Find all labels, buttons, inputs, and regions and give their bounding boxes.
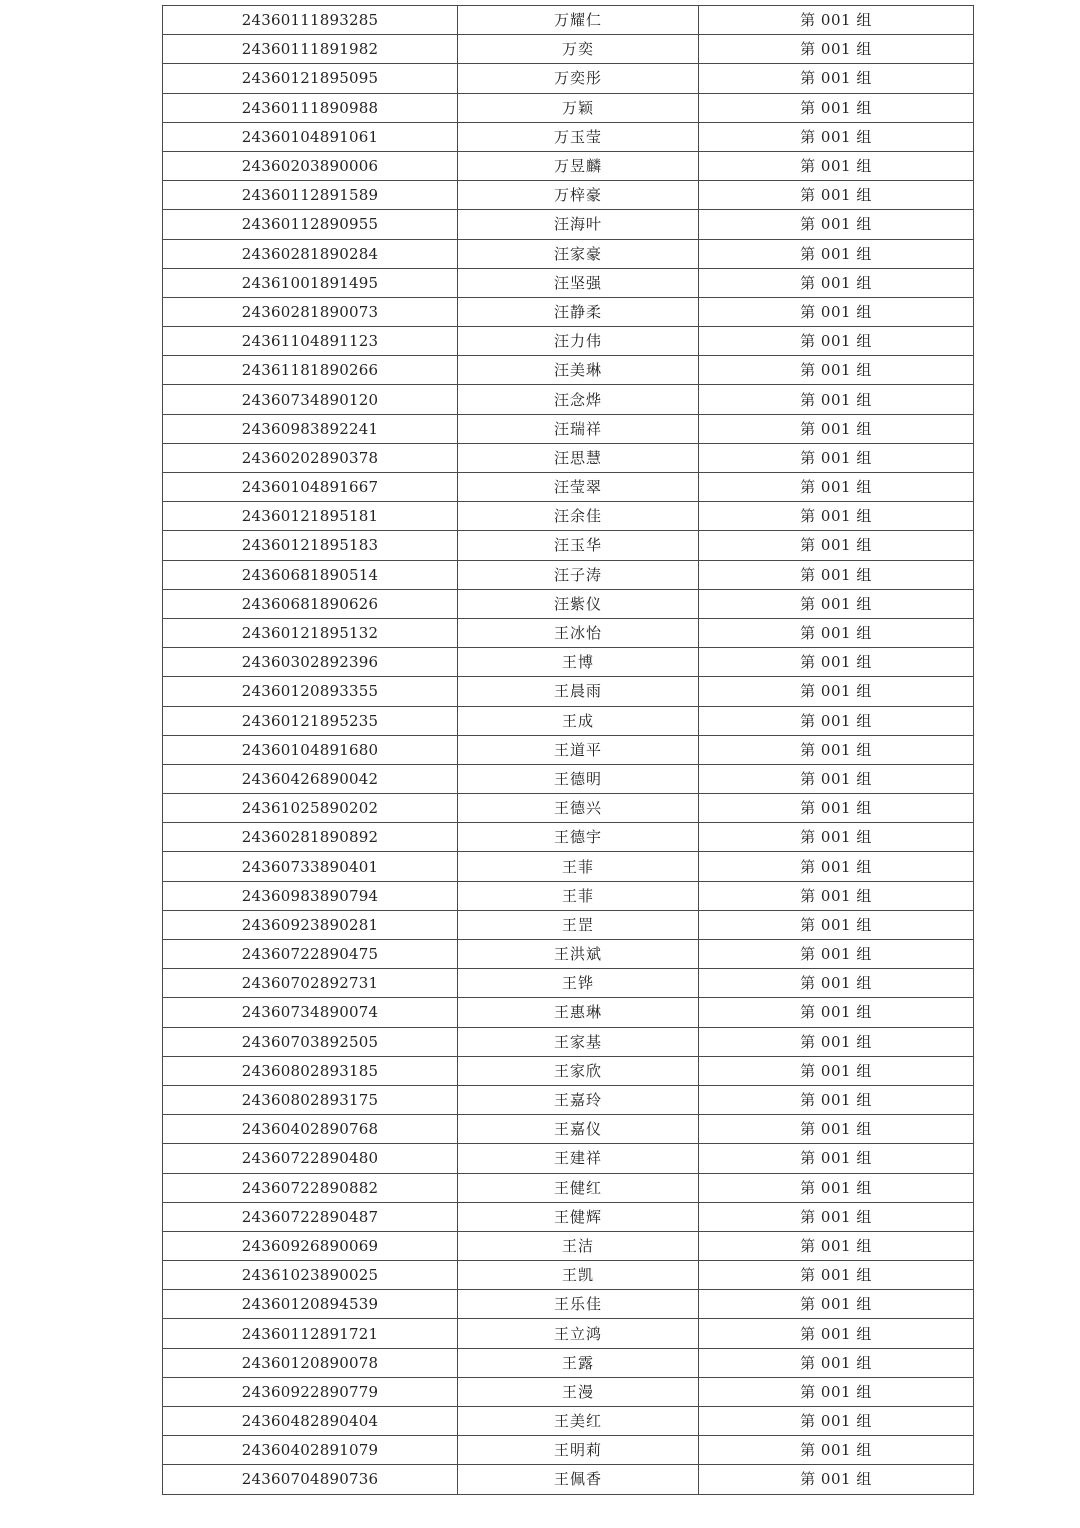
table-row (163, 1377, 974, 1406)
table-row (163, 356, 974, 385)
table-row (163, 268, 974, 297)
candidate-name-cell: 王洁 (458, 1231, 699, 1260)
group-cell: 第 001 组 (699, 1436, 974, 1465)
candidate-id-cell: 24360923890281 (163, 910, 458, 939)
table-row (163, 210, 974, 239)
group-cell: 第 001 组 (699, 940, 974, 969)
table-row (163, 910, 974, 939)
candidate-id-cell: 24360802893175 (163, 1085, 458, 1114)
candidate-name-cell: 汪莹翠 (458, 473, 699, 502)
table-row (163, 823, 974, 852)
group-cell: 第 001 组 (699, 852, 974, 881)
table-row (163, 531, 974, 560)
candidate-id-cell: 24360112891589 (163, 181, 458, 210)
group-cell: 第 001 组 (699, 648, 974, 677)
group-cell: 第 001 组 (699, 1261, 974, 1290)
table-row (163, 764, 974, 793)
candidate-name-cell: 汪子涛 (458, 560, 699, 589)
candidate-id-cell: 24361023890025 (163, 1261, 458, 1290)
group-cell: 第 001 组 (699, 706, 974, 735)
table-row (163, 677, 974, 706)
table-row (163, 297, 974, 326)
table-row (163, 1056, 974, 1085)
candidate-id-cell: 24360983890794 (163, 881, 458, 910)
candidate-id-cell: 24360104891061 (163, 122, 458, 151)
roster-table-body (163, 6, 974, 1495)
candidate-name-cell: 汪海叶 (458, 210, 699, 239)
table-row (163, 1348, 974, 1377)
group-cell: 第 001 组 (699, 327, 974, 356)
group-cell: 第 001 组 (699, 473, 974, 502)
candidate-id-cell: 24360681890626 (163, 589, 458, 618)
group-cell: 第 001 组 (699, 910, 974, 939)
candidate-name-cell: 王家基 (458, 1027, 699, 1056)
group-cell: 第 001 组 (699, 151, 974, 180)
group-cell: 第 001 组 (699, 64, 974, 93)
group-cell: 第 001 组 (699, 239, 974, 268)
candidate-name-cell: 王漫 (458, 1377, 699, 1406)
candidate-id-cell: 24360104891680 (163, 735, 458, 764)
table-row (163, 327, 974, 356)
table-row (163, 151, 974, 180)
candidate-name-cell: 王建祥 (458, 1144, 699, 1173)
candidate-name-cell: 王佩香 (458, 1465, 699, 1494)
group-cell: 第 001 组 (699, 210, 974, 239)
group-cell: 第 001 组 (699, 618, 974, 647)
candidate-id-cell: 24360112891721 (163, 1319, 458, 1348)
group-cell: 第 001 组 (699, 677, 974, 706)
group-cell: 第 001 组 (699, 881, 974, 910)
group-cell: 第 001 组 (699, 122, 974, 151)
group-cell: 第 001 组 (699, 1465, 974, 1494)
table-row (163, 794, 974, 823)
candidate-id-cell: 24360111893285 (163, 6, 458, 35)
group-cell: 第 001 组 (699, 531, 974, 560)
group-cell: 第 001 组 (699, 385, 974, 414)
candidate-id-cell: 24360281890073 (163, 297, 458, 326)
candidate-name-cell: 王凯 (458, 1261, 699, 1290)
candidate-name-cell: 汪力伟 (458, 327, 699, 356)
candidate-name-cell: 汪静柔 (458, 297, 699, 326)
group-cell: 第 001 组 (699, 969, 974, 998)
table-row (163, 1261, 974, 1290)
candidate-id-cell: 24360722890480 (163, 1144, 458, 1173)
table-row (163, 385, 974, 414)
table-row (163, 1144, 974, 1173)
candidate-name-cell: 汪念烨 (458, 385, 699, 414)
candidate-id-cell: 24360402891079 (163, 1436, 458, 1465)
candidate-id-cell: 24360734890074 (163, 998, 458, 1027)
table-row (163, 1407, 974, 1436)
candidate-id-cell: 24360111890988 (163, 93, 458, 122)
candidate-id-cell: 24360111891982 (163, 35, 458, 64)
candidate-name-cell: 王健红 (458, 1173, 699, 1202)
group-cell: 第 001 组 (699, 1027, 974, 1056)
table-row (163, 706, 974, 735)
candidate-name-cell: 王道平 (458, 735, 699, 764)
candidate-id-cell: 24361104891123 (163, 327, 458, 356)
candidate-id-cell: 24360104891667 (163, 473, 458, 502)
table-row (163, 1027, 974, 1056)
candidate-name-cell: 王明莉 (458, 1436, 699, 1465)
group-cell: 第 001 组 (699, 297, 974, 326)
table-row (163, 1465, 974, 1494)
candidate-id-cell: 24360426890042 (163, 764, 458, 793)
candidate-id-cell: 24360121895183 (163, 531, 458, 560)
group-cell: 第 001 组 (699, 1085, 974, 1114)
candidate-id-cell: 24360722890487 (163, 1202, 458, 1231)
candidate-name-cell: 王菲 (458, 852, 699, 881)
group-cell: 第 001 组 (699, 6, 974, 35)
candidate-name-cell: 王冰怡 (458, 618, 699, 647)
candidate-name-cell: 王洪斌 (458, 940, 699, 969)
group-cell: 第 001 组 (699, 35, 974, 64)
candidate-id-cell: 24360121895181 (163, 502, 458, 531)
candidate-name-cell: 万梓豪 (458, 181, 699, 210)
candidate-name-cell: 万耀仁 (458, 6, 699, 35)
candidate-name-cell: 王嘉仪 (458, 1115, 699, 1144)
candidate-id-cell: 24360281890284 (163, 239, 458, 268)
group-cell: 第 001 组 (699, 181, 974, 210)
candidate-name-cell: 王露 (458, 1348, 699, 1377)
candidate-id-cell: 24360681890514 (163, 560, 458, 589)
group-cell: 第 001 组 (699, 443, 974, 472)
candidate-name-cell: 王罡 (458, 910, 699, 939)
group-cell: 第 001 组 (699, 1056, 974, 1085)
candidate-name-cell: 万奕彤 (458, 64, 699, 93)
table-row (163, 1231, 974, 1260)
candidate-id-cell: 24360704890736 (163, 1465, 458, 1494)
group-cell: 第 001 组 (699, 1231, 974, 1260)
candidate-id-cell: 24360482890404 (163, 1407, 458, 1436)
candidate-name-cell: 王成 (458, 706, 699, 735)
candidate-id-cell: 24360203890006 (163, 151, 458, 180)
candidate-id-cell: 24360202890378 (163, 443, 458, 472)
candidate-name-cell: 王家欣 (458, 1056, 699, 1085)
candidate-name-cell: 王德明 (458, 764, 699, 793)
group-cell: 第 001 组 (699, 1144, 974, 1173)
candidate-name-cell: 王美红 (458, 1407, 699, 1436)
table-row (163, 1085, 974, 1114)
table-row (163, 1319, 974, 1348)
candidate-name-cell: 王健辉 (458, 1202, 699, 1231)
candidate-name-cell: 汪家豪 (458, 239, 699, 268)
candidate-name-cell: 王博 (458, 648, 699, 677)
candidate-id-cell: 24360121895132 (163, 618, 458, 647)
group-cell: 第 001 组 (699, 1173, 974, 1202)
candidate-name-cell: 汪玉华 (458, 531, 699, 560)
candidate-name-cell: 王晨雨 (458, 677, 699, 706)
table-row (163, 473, 974, 502)
table-row (163, 560, 974, 589)
table-row (163, 618, 974, 647)
table-row (163, 852, 974, 881)
candidate-id-cell: 24360734890120 (163, 385, 458, 414)
candidate-id-cell: 24360120894539 (163, 1290, 458, 1319)
group-cell: 第 001 组 (699, 1115, 974, 1144)
candidate-name-cell: 汪瑞祥 (458, 414, 699, 443)
group-cell: 第 001 组 (699, 502, 974, 531)
group-cell: 第 001 组 (699, 268, 974, 297)
table-row (163, 1290, 974, 1319)
candidate-name-cell: 王乐佳 (458, 1290, 699, 1319)
candidate-id-cell: 24360922890779 (163, 1377, 458, 1406)
candidate-name-cell: 王嘉玲 (458, 1085, 699, 1114)
group-cell: 第 001 组 (699, 560, 974, 589)
candidate-id-cell: 24360121895235 (163, 706, 458, 735)
table-row (163, 998, 974, 1027)
roster-table (162, 5, 974, 1495)
candidate-id-cell: 24360722890882 (163, 1173, 458, 1202)
group-cell: 第 001 组 (699, 1348, 974, 1377)
candidate-id-cell: 24360722890475 (163, 940, 458, 969)
candidate-id-cell: 24360302892396 (163, 648, 458, 677)
candidate-name-cell: 王德兴 (458, 794, 699, 823)
candidate-id-cell: 24360733890401 (163, 852, 458, 881)
table-row (163, 1115, 974, 1144)
candidate-id-cell: 24360121895095 (163, 64, 458, 93)
candidate-name-cell: 汪紫仪 (458, 589, 699, 618)
table-row (163, 1202, 974, 1231)
group-cell: 第 001 组 (699, 1202, 974, 1231)
candidate-name-cell: 万颖 (458, 93, 699, 122)
candidate-id-cell: 24360281890892 (163, 823, 458, 852)
candidate-name-cell: 万昱麟 (458, 151, 699, 180)
candidate-name-cell: 王德宇 (458, 823, 699, 852)
candidate-id-cell: 24361181890266 (163, 356, 458, 385)
table-row (163, 239, 974, 268)
table-row (163, 181, 974, 210)
candidate-name-cell: 王铧 (458, 969, 699, 998)
group-cell: 第 001 组 (699, 356, 974, 385)
candidate-id-cell: 24360802893185 (163, 1056, 458, 1085)
candidate-id-cell: 24360402890768 (163, 1115, 458, 1144)
table-row (163, 881, 974, 910)
candidate-id-cell: 24361001891495 (163, 268, 458, 297)
table-row (163, 1173, 974, 1202)
candidate-name-cell: 汪美琳 (458, 356, 699, 385)
candidate-id-cell: 24360926890069 (163, 1231, 458, 1260)
table-row (163, 35, 974, 64)
candidate-id-cell: 24360702892731 (163, 969, 458, 998)
table-row (163, 502, 974, 531)
table-row (163, 648, 974, 677)
table-row (163, 940, 974, 969)
group-cell: 第 001 组 (699, 1377, 974, 1406)
table-row (163, 969, 974, 998)
table-row (163, 414, 974, 443)
candidate-id-cell: 24361025890202 (163, 794, 458, 823)
candidate-name-cell: 汪余佳 (458, 502, 699, 531)
candidate-name-cell: 汪思慧 (458, 443, 699, 472)
group-cell: 第 001 组 (699, 1290, 974, 1319)
candidate-name-cell: 王立鸿 (458, 1319, 699, 1348)
group-cell: 第 001 组 (699, 794, 974, 823)
group-cell: 第 001 组 (699, 589, 974, 618)
table-row (163, 735, 974, 764)
group-cell: 第 001 组 (699, 93, 974, 122)
table-row (163, 64, 974, 93)
candidate-name-cell: 万玉莹 (458, 122, 699, 151)
group-cell: 第 001 组 (699, 998, 974, 1027)
candidate-id-cell: 24360120890078 (163, 1348, 458, 1377)
candidate-id-cell: 24360120893355 (163, 677, 458, 706)
group-cell: 第 001 组 (699, 735, 974, 764)
table-row (163, 589, 974, 618)
candidate-name-cell: 万奕 (458, 35, 699, 64)
table-row (163, 6, 974, 35)
candidate-name-cell: 王惠琳 (458, 998, 699, 1027)
table-row (163, 122, 974, 151)
candidate-id-cell: 24360983892241 (163, 414, 458, 443)
table-row (163, 93, 974, 122)
group-cell: 第 001 组 (699, 764, 974, 793)
group-cell: 第 001 组 (699, 823, 974, 852)
candidate-id-cell: 24360703892505 (163, 1027, 458, 1056)
candidate-name-cell: 王菲 (458, 881, 699, 910)
candidate-name-cell: 汪坚强 (458, 268, 699, 297)
group-cell: 第 001 组 (699, 1407, 974, 1436)
candidate-id-cell: 24360112890955 (163, 210, 458, 239)
table-row (163, 443, 974, 472)
table-row (163, 1436, 974, 1465)
group-cell: 第 001 组 (699, 414, 974, 443)
group-cell: 第 001 组 (699, 1319, 974, 1348)
